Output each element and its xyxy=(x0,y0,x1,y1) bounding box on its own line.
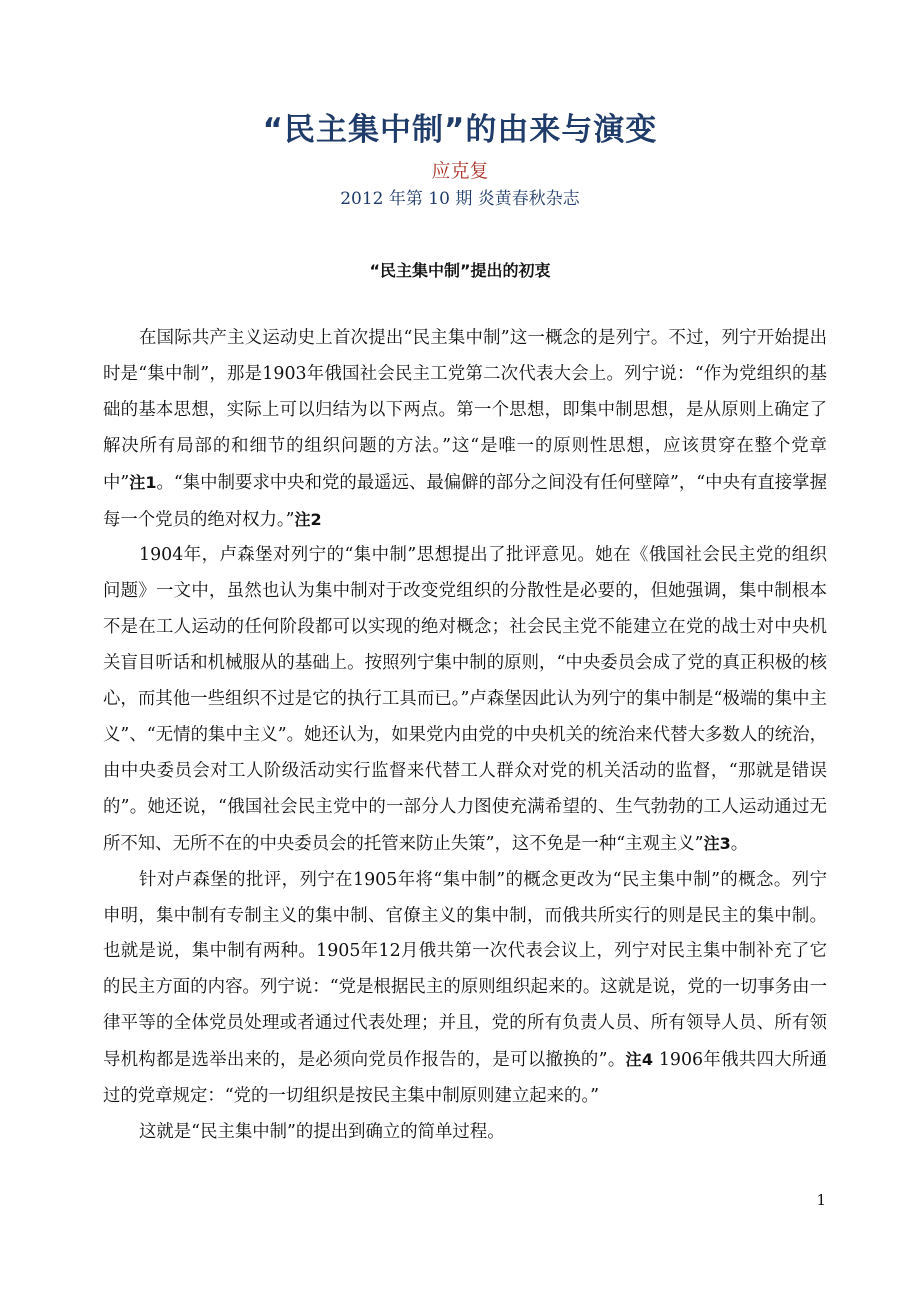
section-heading: “民主集中制”提出的初衷 xyxy=(369,261,551,280)
paragraph-1-text-a: 在国际共产主义运动史上首次提出“民主集中制”这一概念的是列宁。不过，列宁开始提出时是“集中制”，那是1903年俄国社会民主工党第二次代表大会上。列宁说：“作为党组织的基础的基本思想，实际上可以归结为以下两点。第一个思想，即集中制思想，是从原则上确定了解决所有局部的和细节的组织问题的方法。”这“是唯一的原则性思想，应该贯穿在整个党章中” xyxy=(103,328,827,493)
footnote-ref-2: 注2 xyxy=(294,509,322,529)
publication-source: 2012 年第 10 期 炎黄春秋杂志 xyxy=(340,189,580,209)
paragraph-3-text-b: 1906年俄共四大所通过的党章规定：“党的一切组织是按民主集中制原则建立起来的。” xyxy=(103,1050,827,1107)
page-number: 1 xyxy=(816,1191,826,1209)
footnote-ref-3: 注3 xyxy=(703,833,731,853)
paragraph-1-text-b: 。“集中制要求中央和党的最遥远、最偏僻的部分之间没有任何壁障”，“中央有直接掌握每一个党员的绝对权力。” xyxy=(103,472,827,530)
paragraph-2-text-a: 1904年，卢森堡对列宁的“集中制”思想提出了批评意见。她在《俄国社会民主党的组织问题》一文中，虽然也认为集中制对于改变党组织的分散性是必要的，但她强调，集中制根本不是在工人运动的任何阶段都可以实现的绝对概念；社会民主党不能建立在党的战士对中央机关盲目听话和机械服从的基础上。按照列宁集中制的原则，“中央委员会成了党的真正积极的核心，而其他一些组织不过是它的执行工具而已。”卢森堡因此认为列宁的集中制是“极端的集中主义”、“无情的集中主义”。她还认为，如果党内由党的中央机关的统治来代替大多数人的统治，由中央委员会对工人阶级活动实行监督来代替工人群众对党的机关活动的监督，“那就是错误的”。她还说，“俄国社会民主党中的一部分人力图使充满希望的、生气勃勃的工人运动通过无所不知、无所不在的中央委员会的托管来防止失策”，这不免是一种“主观主义” xyxy=(103,545,827,854)
paragraph-3 xyxy=(103,863,827,1115)
author-name: 应克复 xyxy=(431,160,489,182)
paragraph-2 xyxy=(103,538,827,862)
document-title: “民主集中制”的由来与演变 xyxy=(262,112,658,148)
paragraph-2-text-b: 。 xyxy=(730,833,749,854)
footnote-ref-1: 注1 xyxy=(129,472,157,492)
paragraph-4: 这就是“民主集中制”的提出到确立的简单过程。 xyxy=(139,1121,505,1142)
paragraph-1 xyxy=(103,321,827,538)
article-body xyxy=(103,321,827,1151)
footnote-ref-4: 注4 xyxy=(625,1050,653,1070)
paragraph-3-text-a: 针对卢森堡的批评，列宁在1905年将“集中制”的概念更改为“民主集中制”的概念。列宁申明，集中制有专制主义的集中制、官僚主义的集中制，而俄共所实行的则是民主的集中制。也就是说，集中制有两种。1905年12月俄共第一次代表会议上，列宁对民主集中制补充了它的民主方面的内容。列宁说：“党是根据民主的原则组织起来的。这就是说，党的一切事务由一律平等的全体党员处理或者通过代表处理；并且，党的所有负责人员、所有领导人员、所有领导机构都是选举出来的，是必须向党员作报告的，是可以撤换的”。 xyxy=(103,869,827,1071)
